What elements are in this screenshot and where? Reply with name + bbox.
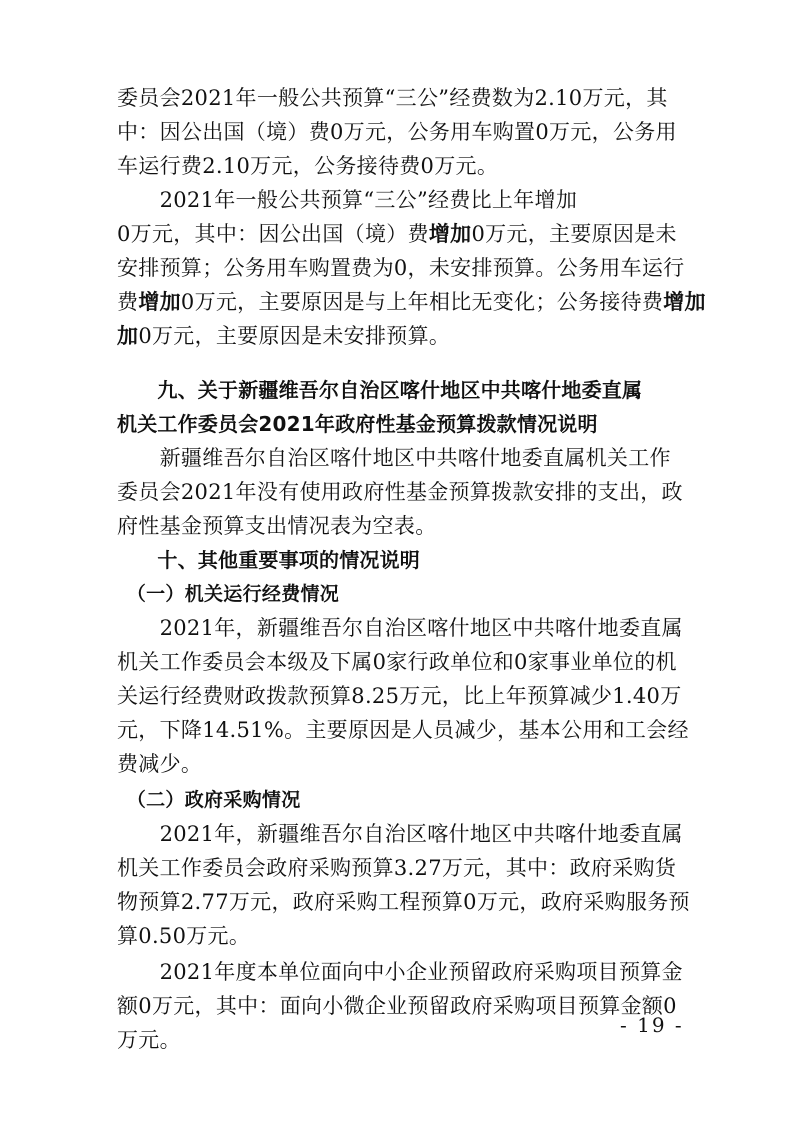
section-heading: 机关工作委员会2021年政府性基金预算拨款情况说明 xyxy=(117,412,598,436)
text-line: 机关工作委员会政府采购预算3.27万元，其中：政府采购货 xyxy=(117,856,677,880)
text-segment: 0万元，主要原因是与上年相比无变化；公务接待费 xyxy=(180,290,664,314)
text-line: 万元。 xyxy=(117,1028,181,1052)
text-segment: 0万元，其中：因公出国（境）费 xyxy=(117,222,429,246)
text-segment: 0万元，主要原因是未 xyxy=(471,222,677,246)
bold-segment: 增加 xyxy=(663,290,706,314)
bold-segment: 增加 xyxy=(428,222,472,246)
text-line xyxy=(117,220,677,248)
text-line: 安排预算；公务用车购置费为0，未安排预算。公务用车运行 xyxy=(117,256,685,280)
section-heading: 九、关于新疆维吾尔自治区喀什地区中共喀什地委直属 xyxy=(117,378,643,402)
subsection-heading: （二）政府采购情况 xyxy=(117,789,301,811)
text-line: 中：因公出国（境）费0万元，公务用车购置0万元，公务用 xyxy=(117,120,677,144)
text-line: 2021年，新疆维吾尔自治区喀什地区中共喀什地委直属 xyxy=(117,822,683,846)
bold-segment: 增加 xyxy=(138,290,181,314)
text-line: 2021年一般公共预算“三公”经费比上年增加 xyxy=(117,188,578,212)
page-number: - 19 - xyxy=(620,1013,684,1037)
text-line: 车运行费2.10万元，公务接待费0万元。 xyxy=(117,154,499,178)
text-line: 2021年度本单位面向中小企业预留政府采购项目预算金 xyxy=(117,960,683,984)
text-segment: 费 xyxy=(117,290,139,314)
text-line: 府性基金预算支出情况表为空表。 xyxy=(117,514,437,538)
text-line: 费减少。 xyxy=(117,752,203,776)
bold-segment: 加 xyxy=(117,324,139,348)
text-line: 算0.50万元。 xyxy=(117,924,251,948)
text-line: 额0万元，其中：面向小微企业预留政府采购项目预算金额0 xyxy=(117,994,677,1018)
text-line: 机关工作委员会本级及下属0家行政单位和0家事业单位的机 xyxy=(117,650,677,674)
text-line: 关运行经费财政拨款预算8.25万元，比上年预算减少1.40万 xyxy=(117,684,682,708)
text-line: 委员会2021年一般公共预算“三公”经费数为2.10万元，其 xyxy=(117,86,668,110)
text-line: 委员会2021年没有使用政府性基金预算拨款安排的支出，政 xyxy=(117,480,683,504)
section-heading: 十、其他重要事项的情况说明 xyxy=(117,548,420,572)
text-segment: 0万元，主要原因是未安排预算。 xyxy=(138,324,451,348)
text-line: 元，下降14.51%。主要原因是人员减少，基本公用和工会经 xyxy=(117,718,689,742)
text-line: 物预算2.77万元，政府采购工程预算0万元，政府采购服务预 xyxy=(117,890,690,914)
text-line xyxy=(117,322,677,350)
text-line: 新疆维吾尔自治区喀什地区中共喀什地委直属机关工作 xyxy=(117,446,671,470)
subsection-heading: （一）机关运行经费情况 xyxy=(117,583,340,605)
text-line xyxy=(117,288,706,316)
text-line: 2021年，新疆维吾尔自治区喀什地区中共喀什地委直属 xyxy=(117,616,683,640)
